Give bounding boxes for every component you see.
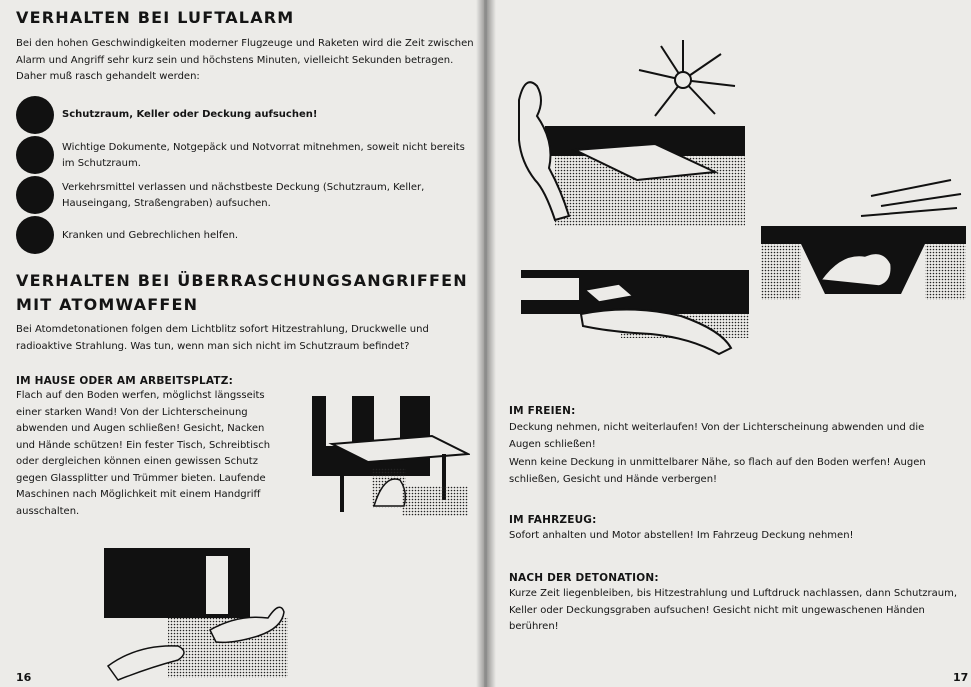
bullet-dot [16,176,54,214]
page-number-left: 16 [16,671,32,684]
bullet-dot [16,136,54,174]
trench-cover-illustration [761,170,966,300]
lying-outdoors-illustration [521,270,749,358]
book-gutter [476,0,496,687]
intro2-paragraph: Bei Atomdetonationen folgen dem Lichtblitz sofort Hitzestrahlung, Druckwelle und radioaktive Strahlung. Was tun, wenn man sich nicht im Schutzraum befindet? [16,324,429,352]
bullet-dot [16,96,54,134]
section-after-text: Kurze Zeit liegenbleiben, bis Hitzestrahlung und Luftdruck nachlassen, dann Schutzraum, Keller oder Deckungsgraben aufsuchen! Gesicht nicht mit ungewaschenen Händen berühren! [509,588,958,632]
heading-luftalarm: VERHALTEN BEI LUFTALARM [16,8,295,27]
section-outdoors-text1: Deckung nehmen, nicht weiterlaufen! Von der Lichterscheinung abwenden und die Augen schließen! [509,422,925,450]
section-home-text: Flach auf den Boden werfen, möglichst längsseits einer starken Wand! Von der Lichterscheinung abwenden und Augen schließen! Gesicht, Nacken und Hände schützen! Ein fester Tisch, Schreibtisch oder dergleichen können einen gewissen Schutz gegen Glassplitter und Trümmer bieten. Laufende Maschinen nach Möglichkeit mit einem Handgriff ausschalten. [16,390,271,517]
explosion-run-illustration [515,40,745,226]
bullet-item-2 [16,136,476,174]
section-outdoors-text2: Wenn keine Deckung in unmittelbarer Nähe, so flach auf den Boden werfen! Augen schließen, Gesicht und Hände verbergen! [509,457,926,485]
right-page [487,0,971,687]
section-after-title: NACH DER DETONATION: [509,572,659,584]
bullet-text-2: Wichtige Dokumente, Notgepäck und Notvorrat mitnehmen, soweit nicht bereits im Schutzraum. [62,142,465,169]
bullet-item-4 [16,216,476,254]
bullet-item-3 [16,176,476,214]
section-vehicle-title: IM FAHRZEUG: [509,514,597,526]
left-page [0,0,484,687]
bullet-text-4: Kranken und Gebrechlichen helfen. [62,230,239,241]
heading-atomwaffen-line2: MIT ATOMWAFFEN [16,295,199,314]
heading-atomwaffen-line1: VERHALTEN BEI ÜBERRASCHUNGSANGRIFFEN [16,271,468,290]
section-outdoors-title: IM FREIEN: [509,405,576,417]
intro-paragraph: Bei den hohen Geschwindigkeiten moderner Flugzeuge und Raketen wird die Zeit zwischen Alarm und Angriff sehr kurz sein und höchstens Minuten, vielleicht Sekunden betragen. Daher muß rasch gehandelt werden: [16,38,474,82]
floor-lying-illustration [98,548,288,687]
bullet-item-1 [16,96,476,134]
table-shelter-illustration [312,396,470,520]
bullet-dot [16,216,54,254]
page-number-right: 17 [953,671,969,684]
bullet-text-1: Schutzraum, Keller oder Deckung aufsuchen! [62,109,318,120]
section-vehicle-text: Sofort anhalten und Motor abstellen! Im Fahrzeug Deckung nehmen! [509,530,854,541]
bullet-text-3: Verkehrsmittel verlassen und nächstbeste Deckung (Schutzraum, Keller, Hauseingang, Straßengraben) aufsuchen. [62,182,425,209]
section-home-title: IM HAUSE ODER AM ARBEITSPLATZ: [16,375,233,387]
